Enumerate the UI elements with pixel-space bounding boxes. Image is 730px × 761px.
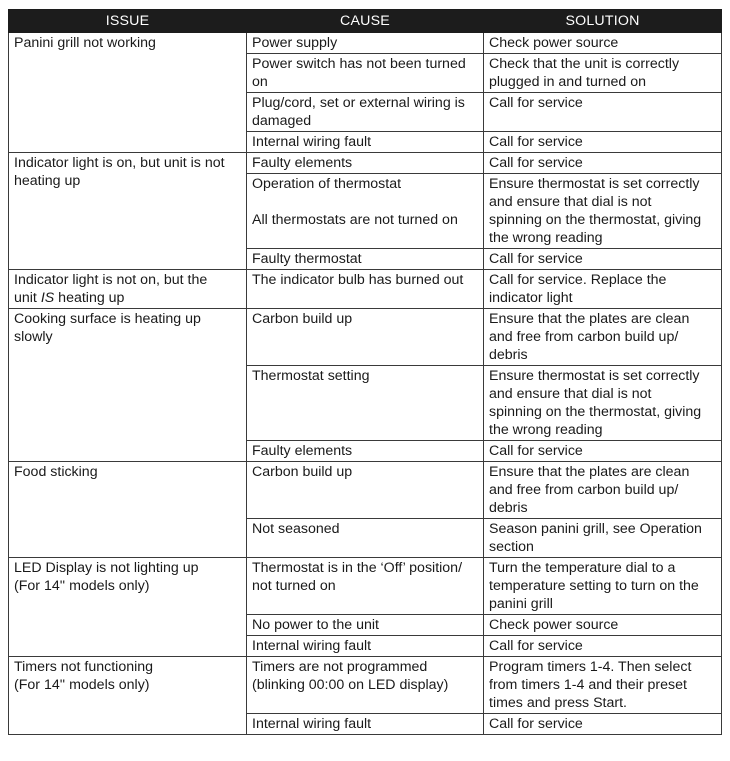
header-cause: CAUSE: [247, 10, 484, 33]
cause-cell: Power switch has not been turned on: [247, 54, 484, 93]
issue-cell: Food sticking: [9, 462, 247, 558]
solution-cell: Season panini grill, see Operation section: [484, 519, 722, 558]
solution-cell: Call for service: [484, 714, 722, 735]
solution-cell: Call for service: [484, 153, 722, 174]
table-row: [9, 153, 722, 174]
issue-text-end: heating up: [54, 290, 125, 306]
solution-cell: Check power source: [484, 615, 722, 636]
cause-cell: Faulty elements: [247, 441, 484, 462]
solution-cell: Ensure thermostat is set correctly and ensure that dial is not spinning on the thermostat, giving the wrong reading: [484, 174, 722, 249]
issue-cell: Timers not functioning (For 14'' models only): [9, 657, 247, 735]
solution-cell: Call for service: [484, 441, 722, 462]
cause-cell: [247, 174, 484, 249]
table-row: [9, 462, 722, 519]
solution-cell: Ensure thermostat is set correctly and ensure that dial is not spinning on the thermostat, giving the wrong reading: [484, 366, 722, 441]
troubleshooting-table: [8, 9, 722, 735]
table-row: [9, 33, 722, 54]
solution-cell: Turn the temperature dial to a temperature setting to turn on the panini grill: [484, 558, 722, 615]
solution-cell: Ensure that the plates are clean and free from carbon build up/ debris: [484, 462, 722, 519]
cause-cell: Power supply: [247, 33, 484, 54]
cause-extra-text: All thermostats are not turned on: [252, 212, 458, 228]
cause-cell: Internal wiring fault: [247, 636, 484, 657]
table-row: [9, 558, 722, 615]
header-issue: ISSUE: [9, 10, 247, 33]
issue-cell: Indicator light is on, but unit is not heating up: [9, 153, 247, 270]
solution-cell: Call for service: [484, 636, 722, 657]
issue-cell: Cooking surface is heating up slowly: [9, 309, 247, 462]
issue-cell: Panini grill not working: [9, 33, 247, 153]
cause-cell: Not seasoned: [247, 519, 484, 558]
issue-text: Indicator light is not on, but the unit: [14, 272, 208, 306]
cause-cell: Thermostat setting: [247, 366, 484, 441]
solution-cell: Call for service. Replace the indicator light: [484, 270, 722, 309]
cause-cell: Internal wiring fault: [247, 714, 484, 735]
cause-cell: Plug/cord, set or external wiring is damaged: [247, 93, 484, 132]
cause-cell: Carbon build up: [247, 462, 484, 519]
solution-cell: Check that the unit is correctly plugged in and turned on: [484, 54, 722, 93]
cause-cell: Faulty elements: [247, 153, 484, 174]
cause-cell: Thermostat is in the ‘Off’ position/ not turned on: [247, 558, 484, 615]
cause-cell: Carbon build up: [247, 309, 484, 366]
cause-text: Operation of thermostat: [252, 176, 402, 192]
solution-cell: Check power source: [484, 33, 722, 54]
cause-cell: Faulty thermostat: [247, 249, 484, 270]
issue-emphasis: IS: [40, 290, 55, 306]
table-row: [9, 270, 722, 309]
solution-cell: Call for service: [484, 132, 722, 153]
solution-cell: Ensure that the plates are clean and free from carbon build up/ debris: [484, 309, 722, 366]
table-row: [9, 309, 722, 366]
header-row: [9, 10, 722, 33]
solution-cell: Call for service: [484, 249, 722, 270]
solution-cell: Program timers 1-4. Then select from timers 1-4 and their preset times and press Start.: [484, 657, 722, 714]
issue-cell: LED Display is not lighting up (For 14'' models only): [9, 558, 247, 657]
cause-cell: Timers are not programmed (blinking 00:00 on LED display): [247, 657, 484, 714]
issue-cell: [9, 270, 247, 309]
table-row: [9, 657, 722, 714]
cause-cell: The indicator bulb has burned out: [247, 270, 484, 309]
cause-cell: Internal wiring fault: [247, 132, 484, 153]
cause-cell: No power to the unit: [247, 615, 484, 636]
solution-cell: Call for service: [484, 93, 722, 132]
header-solution: SOLUTION: [484, 10, 722, 33]
